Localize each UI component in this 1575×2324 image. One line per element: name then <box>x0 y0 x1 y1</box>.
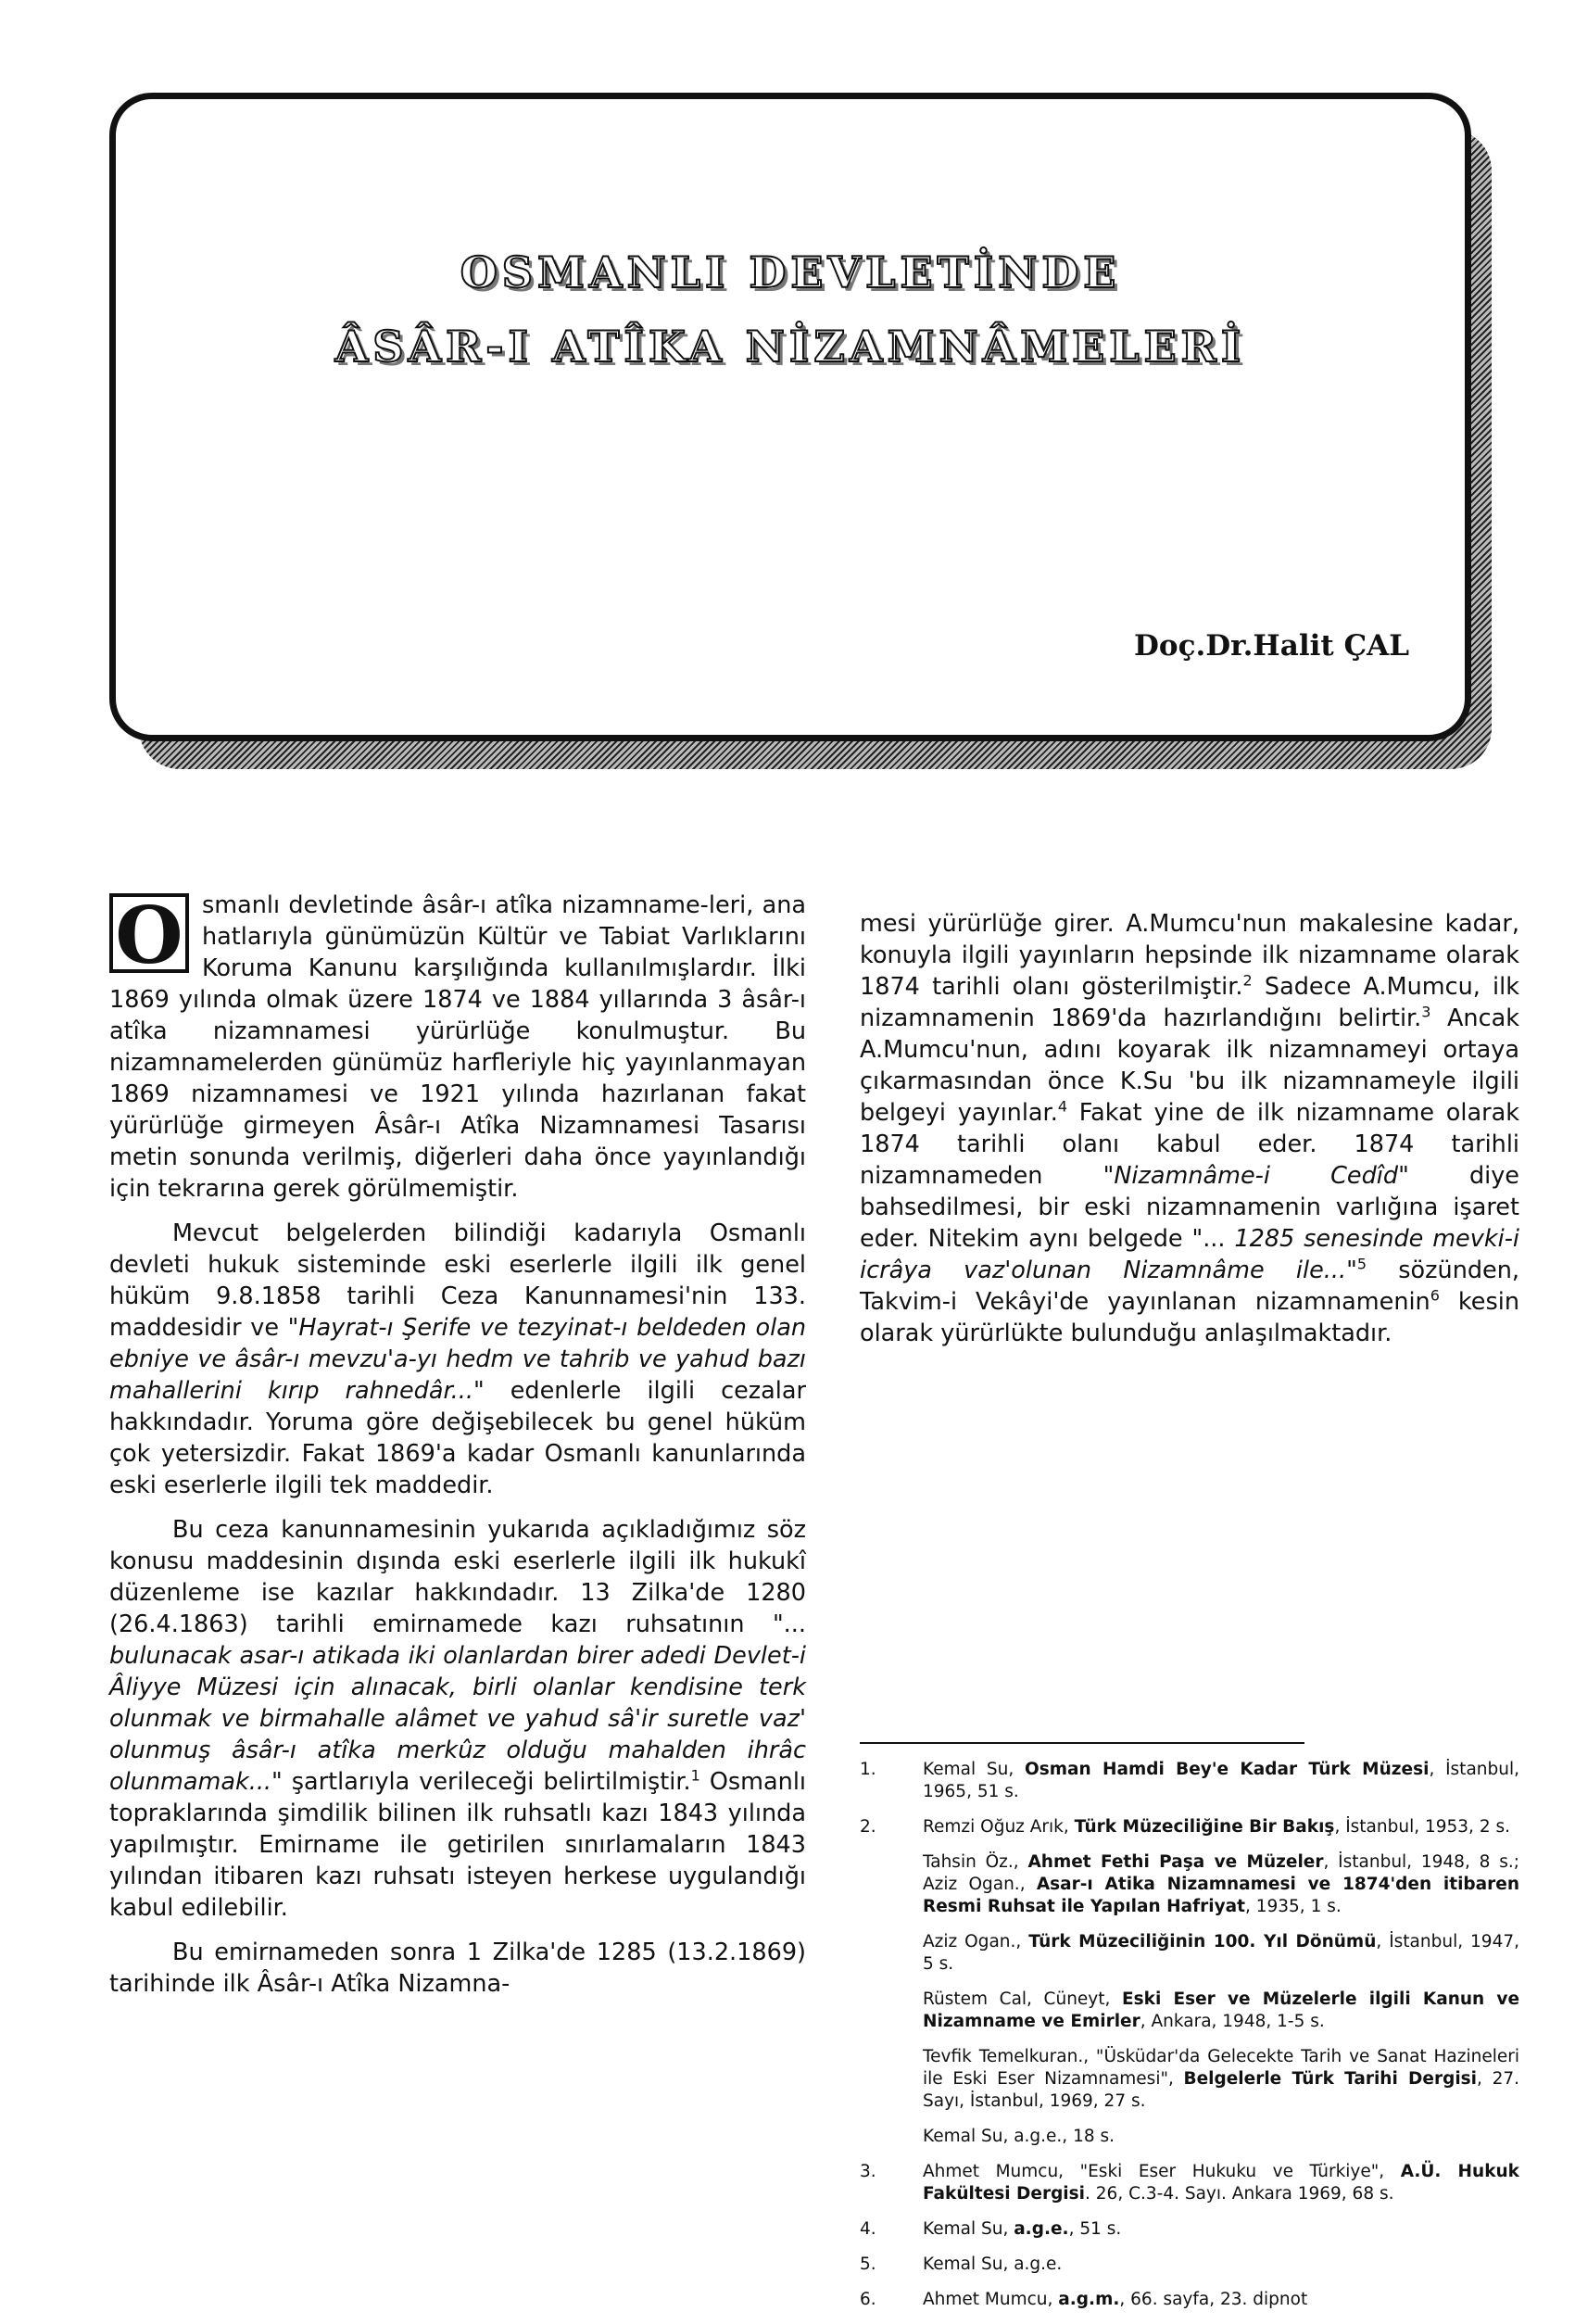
footnote-text <box>923 2126 1519 2148</box>
footnote-number: 4. <box>860 2219 876 2239</box>
footnote-text <box>923 1816 1519 1838</box>
paragraph-5-text-f: " <box>1346 1257 1357 1284</box>
footnote-pre: Remzi Oğuz Arık, <box>923 1817 1075 1837</box>
paragraph-1-text: smanlı devletinde âsâr-ı atîka nizamname-leri, ana hatlarıyla günümüzün Kültür ve Tabiat Varlıklarını Koruma Kanunu karşılığında kullanılmışlardır. İlki 1869 yılında olmak üzere 1874 ve 1884 yıllarında 3 âsâr-ı atîka nizamnamesi yürürlüğe konulmuştur. Bu nizamnamelerden günümüz harfleriyle hiç yayınlanmayan 1869 nizamnamesi ve 1921 yılında hazırlanan fakat yürürlüğe girmeyen Âsâr-ı Atîka Nizamnamesi Tasarısı metin sonunda verilmiş, diğerleri daha önce yayınlandığı için tekrarına gerek görülmemiştir. <box>109 891 806 1203</box>
footnote-number: 2. <box>860 1817 876 1837</box>
footnote-post: , Ankara, 1948, 1-5 s. <box>1140 2012 1325 2031</box>
paragraph-5 <box>860 908 1519 1349</box>
title-line-1: OSMANLI DEVLETİNDE <box>460 247 1121 297</box>
footnote-number <box>860 2046 923 2113</box>
footnote-text <box>923 1931 1519 1976</box>
right-column <box>860 908 1519 1362</box>
footnote-item <box>860 2254 1519 2276</box>
paragraph-2-text-a: Mevcut belgelerden bilindiği kadarıyla Osmanlı devleti hukuk sisteminde eski eserlerle ilgili ilk genel hüküm 9.8.1858 tarihli Ceza Kanunnamesi'nin 133. maddesidir ve " <box>109 1219 806 1342</box>
footnote-post: , İstanbul, 1953, 2 s. <box>1334 1817 1510 1837</box>
footnote-text <box>923 1989 1519 2033</box>
paragraph-3-text-b: " şartlarıyla verileceği belirtilmiştir. <box>271 1768 691 1796</box>
footnote-bold: Türk Müzeciliğine Bir Bakış <box>1074 1817 1335 1837</box>
footnote-post: , İstanbul, 1965, 51 s. <box>923 1760 1519 1801</box>
footnote-number: 6. <box>860 2290 876 2309</box>
footnote-ref-4[interactable]: 4 <box>1057 1097 1067 1116</box>
footnote-pre: Kemal Su, <box>923 1760 1025 1779</box>
footnote-number: 5. <box>860 2255 876 2274</box>
footnote-pre: Rüstem Cal, Cüneyt, <box>923 1989 1123 2009</box>
footnote-text <box>923 2046 1519 2113</box>
paragraph-2-quote: Hayrat-ı Şerife ve tezyinat-ı beldeden olan ebniye ve âsâr-ı mevzu'a-yı hedm ve tahrib ve yahud bazı mahallerini kırıp rahnedâr... <box>109 1314 807 1405</box>
footnote-pre: Ahmet Mumcu, <box>923 2290 1059 2309</box>
footnote-pre: Aziz Ogan., <box>923 1932 1029 1951</box>
footnote-post: , 27. Sayı, İstanbul, 1969, 27 s. <box>923 2069 1519 2111</box>
paragraph-5-text-h: kesin olarak yürürlükte bulunduğu anlaşılmaktadır. <box>860 1288 1519 1347</box>
paragraph-5-text-e: " diye bahsedilmesi, bir eski nizamnamenin varlığına işaret eder. Nitekim aynı belgede "... <box>860 1162 1519 1253</box>
footnote-number <box>860 1931 923 1976</box>
footnote-pre: Kemal Su, a.g.e. <box>923 2255 1063 2274</box>
paragraph-3-quote: bulunacak asar-ı atikada iki olanlardan birer adedi Devlet-i Âliyye Müzesi için alınacak, birli olanlar kendisine terk olunmak ve birmahalle alâmet ve yahud sâ'ir suretle vaz' olunmuş âsâr-ı atîka merkûz olduğu mahalden ihrâc olunmamak... <box>109 1642 806 1796</box>
paragraph-5-text-a: mesi yürürlüğe girer. A.Mumcu'nun makalesine kadar, konuyla ilgili yayınların hepsinde ilk nizamname olarak 1874 tarihli olanı gösterilmiştir. <box>860 910 1519 1001</box>
paragraph-2 <box>109 1218 806 1501</box>
footnote-bold: Belgelerle Türk Tarihi Dergisi <box>1183 2069 1478 2089</box>
footnote-ref-5[interactable]: 5 <box>1356 1255 1367 1273</box>
footnote-post: , 66. sayfa, 23. dipnot <box>1119 2290 1308 2309</box>
footnote-post2: , 1935, 1 s. <box>1244 1897 1342 1916</box>
footnote-item <box>860 1759 1519 1803</box>
title-line-2: ÂSÂR-I ATÎKA NİZAMNÂMELERİ <box>334 322 1246 372</box>
footnote-ref-3[interactable]: 3 <box>1421 1003 1431 1021</box>
footnote-item <box>860 2289 1519 2311</box>
footnote-post: , 51 s. <box>1068 2219 1122 2239</box>
footnote-text <box>923 2254 1519 2276</box>
paragraph-5-text-b: Sadece A.Mumcu, ilk nizamnamenin 1869'da hazırlandığını belirtir. <box>860 973 1519 1032</box>
footnote-item <box>860 1931 1519 1976</box>
footnote-bold: Ahmet Fethi Paşa ve Müzeler <box>1027 1852 1324 1872</box>
paragraph-3-text-a: Bu ceza kanunnamesinin yukarıda açıkladığımız söz konusu maddesinin dışında eski eserlerle ilgili ilk hukukî düzenleme ise kazılar hakkındadır. 13 Zilka'de 1280 (26.4.1863) tarihli emirnamede kazı ruhsatının "... <box>109 1516 806 1638</box>
footnotes <box>860 1759 1519 2324</box>
footnote-pre: Ahmet Mumcu, "Eski Eser Hukuku ve Türkiye", <box>923 2162 1401 2181</box>
footnote-bold2: Asar-ı Atika Nizamnamesi ve 1874'den itibaren Resmi Ruhsat ile Yapılan Hafriyat <box>923 1875 1519 1916</box>
footnote-item <box>860 2218 1519 2241</box>
footnote-item <box>860 1851 1519 1918</box>
footnote-pre: Kemal Su, a.g.e., 18 s. <box>923 2127 1115 2146</box>
paragraph-5-quote-1: Nizamnâme-i Cedîd <box>1114 1162 1399 1190</box>
title-box <box>109 93 1471 741</box>
footnote-item <box>860 2126 1519 2148</box>
footnote-pre: Kemal Su, <box>923 2219 1014 2239</box>
left-column <box>109 890 806 2013</box>
footnote-number: 1. <box>860 1760 876 1779</box>
footnote-post: , İstanbul, 1948, 8 s.; Aziz Ogan., <box>923 1852 1519 1894</box>
paragraph-4: Bu emirnameden sonra 1 Zilka'de 1285 (13.2.1869) tarihinde ilk Âsâr-ı Atîka Nizamna- <box>109 1939 806 1998</box>
footnote-rule <box>860 1742 1304 1744</box>
drop-cap: O <box>109 893 189 973</box>
footnote-ref-1[interactable]: 1 <box>690 1766 700 1785</box>
paragraph-5-quote-2: 1285 senesinde mevki-i icrâya vaz'olunan Nizamnâme ile... <box>860 1225 1519 1284</box>
footnote-text <box>923 2161 1519 2205</box>
footnote-number: 3. <box>860 2162 876 2181</box>
footnote-text <box>923 2218 1519 2241</box>
footnote-bold: a.g.m. <box>1058 2290 1120 2309</box>
footnote-bold: Türk Müzeciliğinin 100. Yıl Dönümü <box>1028 1932 1377 1951</box>
paragraph-1 <box>109 890 806 1205</box>
footnote-item <box>860 2046 1519 2113</box>
footnote-text <box>923 2289 1519 2311</box>
footnote-bold: Osman Hamdi Bey'e Kadar Türk Müzesi <box>1024 1760 1430 1779</box>
footnote-item <box>860 1816 1519 1838</box>
footnote-bold: a.g.e. <box>1014 2219 1069 2239</box>
author: Doç.Dr.Halit ÇAL <box>1134 629 1409 663</box>
paragraph-5-text-d: Fakat yine de ilk nizamname olarak 1874 tarihli olanı kabul eder. 1874 tarihli nizamnameden " <box>860 1099 1519 1190</box>
footnote-number <box>860 2126 923 2148</box>
footnote-item <box>860 1989 1519 2033</box>
paragraph-5-text-g: sözünden, Takvim-i Vekâyi'de yayınlanan nizamnamenin <box>860 1257 1519 1316</box>
footnote-ref-2[interactable]: 2 <box>1242 971 1253 990</box>
footnote-item <box>860 2161 1519 2205</box>
footnote-number <box>860 1851 923 1918</box>
paragraph-3 <box>109 1514 806 1924</box>
footnote-ref-6[interactable]: 6 <box>1430 1286 1440 1305</box>
footnote-post: . 26, C.3-4. Sayı. Ankara 1969, 68 s. <box>1085 2184 1394 2204</box>
footnote-bold: Eski Eser ve Müzelerle ilgili Kanun ve Nizamname ve Emirler <box>923 1989 1519 2031</box>
footnote-pre: Tahsin Öz., <box>923 1852 1028 1872</box>
footnote-pre: Tevfik Temelkuran., "Üsküdar'da Gelecekte Tarih ve Sanat Hazineleri ile Eski Eser Nizamnamesi", <box>923 2047 1519 2089</box>
paragraph-5-text-c: Ancak A.Mumcu'nun, adını koyarak ilk nizamnameyi ortaya çıkarmasından önce K.Su 'bu ilk nizamnameyle ilgili belgeyi yayınlar. <box>860 1004 1519 1127</box>
footnote-text <box>923 1759 1519 1803</box>
footnote-number <box>860 1989 923 2033</box>
footnote-post: , İstanbul, 1947, 5 s. <box>923 1932 1519 1974</box>
footnote-text <box>923 1851 1519 1918</box>
footnote-bold: A.Ü. Hukuk Fakültesi Dergisi <box>923 2162 1519 2204</box>
paragraph-2-text-b: " edenlerle ilgili cezalar hakkındadır. Yoruma göre değişebilecek bu genel hüküm çok yetersizdir. Fakat 1869'a kadar Osmanlı kanunlarında eski eserlerle ilgili tek maddedir. <box>109 1377 806 1499</box>
paragraph-3-text-c: Osmanlı topraklarında şimdilik bilinen ilk ruhsatlı kazı 1843 yılında yapılmıştır. Emirname ile getirilen sınırlamaların 1843 yılından itibaren kazı ruhsatı isteyen herkese uygulandığı kabul edilebilir. <box>109 1768 806 1922</box>
